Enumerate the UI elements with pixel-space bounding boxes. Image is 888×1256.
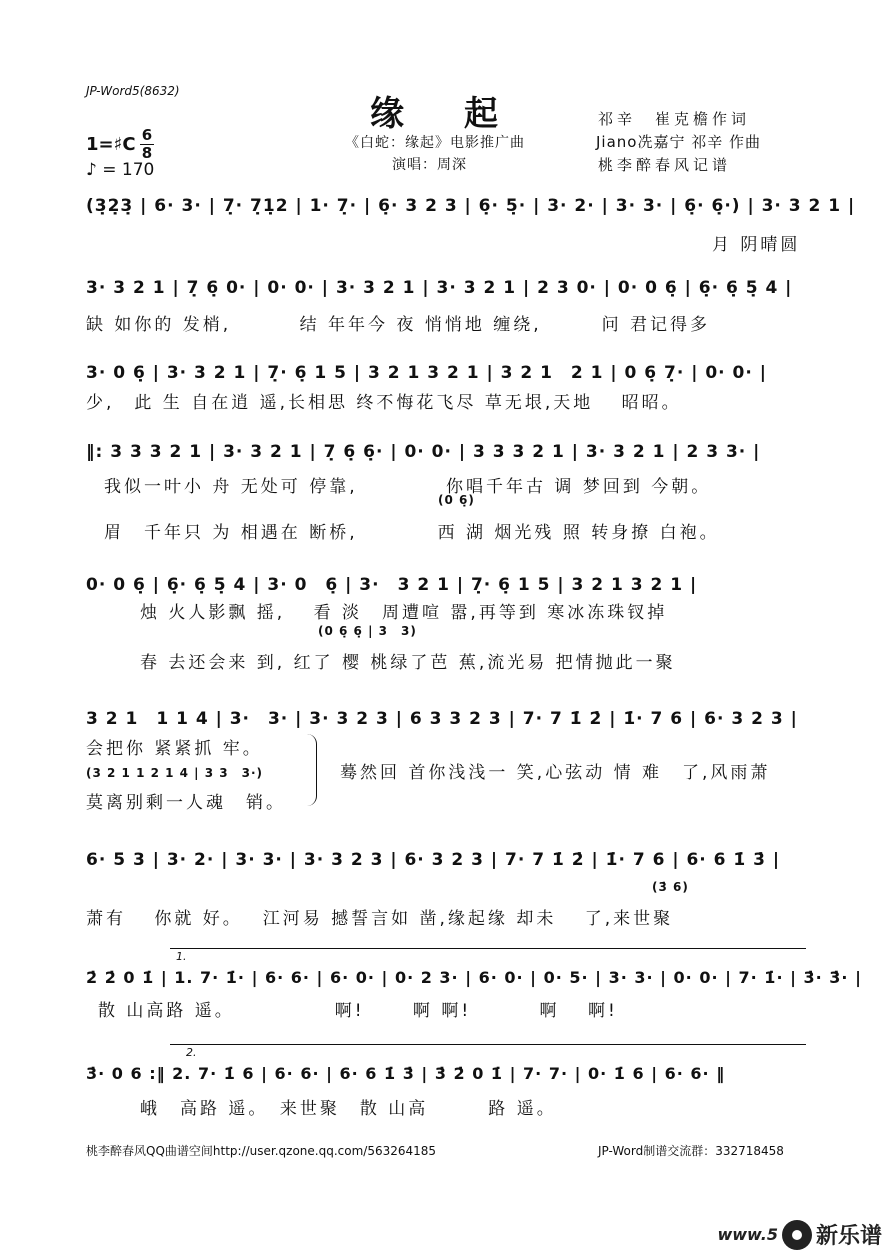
lyric-row-2: 缺 如你的 发梢, 结 年年今 夜 悄悄地 缠绕, 问 君记得多 <box>86 315 711 335</box>
software-tag: JP-Word5(8632) <box>86 84 180 98</box>
score-row-7: 6· 5 3 | 3· 2· | 3· 3· | 3· 3 2 3 | 6· 3 2 3 | 7· 7 1̇ 2̇ | 1̇· 7 6 | 6· 6 1̇ 3̇ | <box>86 850 781 870</box>
footer-right: JP-Word制谱交流群：332718458 <box>598 1144 784 1158</box>
key-signature: 1=♯C <box>86 134 136 155</box>
record-disc-icon <box>782 1220 812 1250</box>
lyric-row-4-verse-1: 我似一叶小 舟 无处可 停靠, 你唱千年古 调 梦回到 今朝。 <box>104 477 712 497</box>
lyric-row-7: 萧有 你就 好。 江河易 撼誓言如 凿,缘起缘 却未 了,来世聚 <box>86 909 674 929</box>
lyric-row-3: 少, 此 生 自在逍 遥,长相思 终不悔花飞尽 草无垠,天地 昭昭。 <box>86 393 682 413</box>
time-signature-bottom: 8 <box>141 144 153 162</box>
alt-notes-row-5: (0 6̣ 6̣ | 3 3) <box>318 624 417 638</box>
score-row-4: ‖: 3 3 3 2 1 | 3· 3 2 1 | 7̣ 6̣ 6̣· | 0· 0· | 3 3 3 2 1 | 3· 3 2 1 | 2 3 3· | <box>86 442 761 462</box>
lyric-row-6-shared: 蓦然回 首你浅浅一 笑,心弦动 情 难 了,风雨萧 <box>340 763 771 783</box>
lyric-row-8: 散 山高路 遥。 啊! 啊 啊! 啊 啊! <box>98 1001 618 1021</box>
alt-notes-row-7: (3̇ 6) <box>652 880 689 894</box>
lyric-row-9: 峨 高路 遥。 来世聚 散 山高 路 遥。 <box>140 1099 557 1119</box>
verse-brace <box>306 734 317 806</box>
tempo-marking <box>86 160 154 180</box>
lyric-row-5-verse-1: 烛 火人影飘 摇, 看 淡 周遭喧 嚣,再等到 寒冰冻珠钗掉 <box>140 603 668 623</box>
lyric-row-4-verse-2: 眉 千年只 为 相遇在 断桥, 西 湖 烟光残 照 转身撩 白袍。 <box>104 523 720 543</box>
score-row-6: 3 2 1 1 1 4 | 3· 3· | 3· 3 2 3 | 6 3 3 2 3 | 7· 7 1̇ 2̇ | 1̇· 7 6 | 6· 3 2 3 | <box>86 709 798 729</box>
time-signature-top: 6 <box>141 126 153 144</box>
singer: 演唱：周深 <box>392 157 467 173</box>
eighth-note-icon: ♪ <box>86 160 97 180</box>
composer: Jiano冼嘉宁 祁辛 作曲 <box>596 133 762 151</box>
alt-notes-row-6: (3 2 1 1 2 1 4 | 3 3 3·) <box>86 766 264 780</box>
lyric-row-6-verse-2: 莫离别剩一人魂 销。 <box>86 793 286 813</box>
score-row-8: 2̇ 2̇ 0 1̇ | 1. 7· 1̇· | 6· 6· | 6· 0· | 0· 2 3· | 6· 0· | 0· 5· | 3· 3· | 0· 0· | 7· 1̇· | 3̇· 3̇· | <box>86 968 862 987</box>
score-row-2: 3· 3 2 1 | 7̣ 6̣ 0· | 0· 0· | 3· 3 2 1 | 3· 3 2 1 | 2 3 0· | 0· 0 6̣ | 6̣· 6̣ 5̣ 4 | <box>86 278 793 298</box>
volta-2-label: 2. <box>186 1046 197 1059</box>
alt-notes-row-4: (0 6̣) <box>438 493 475 507</box>
score-row-9: 3̇· 0 6 :‖ 2. 7· 1̇ 6 | 6· 6· | 6· 6 1̇ 3̇ | 3̇ 2̇ 0 1̇ | 7· 7· | 0· 1̇ 6 | 6· 6· ‖ <box>86 1064 726 1083</box>
volta-2-bracket <box>170 1044 806 1045</box>
lyric-row-6-verse-1: 会把你 紧紧抓 牢。 <box>86 739 263 759</box>
time-signature <box>140 128 154 161</box>
logo-name: 新乐谱 <box>815 1224 882 1249</box>
site-logo <box>717 1219 882 1250</box>
score-row-1: (3̣2̣3̣ | 6· 3· | 7̣· 7̣1̣2 | 1· 7̣· | 6̣· 3 2 3 | 6̣· 5̣· | 3· 2· | 3· 3· | 6̣· 6̣·) | 3· 3 2 1 | <box>86 196 856 216</box>
page-title: 缘起 <box>370 94 558 134</box>
score-row-3: 3· 0 6̣ | 3· 3 2 1 | 7̣· 6̣ 1 5 | 3 2 1 3 2 1 | 3 2 1 2 1 | 0 6̣ 7̣· | 0· 0· | <box>86 363 767 383</box>
tempo-value: = 170 <box>102 160 155 180</box>
lyric-row-5-verse-2: 春 去还会来 到, 红了 樱 桃绿了芭 蕉,流光易 把情抛此一聚 <box>140 653 676 673</box>
transcriber: 桃李醉春风记谱 <box>598 156 732 174</box>
footer-left: 桃李醉春风QQ曲谱空间http://user.qzone.qq.com/563264185 <box>86 1144 437 1158</box>
score-row-5: 0· 0 6̣ | 6̣· 6̣ 5̣ 4 | 3· 0 6̣ | 3· 3 2 1 | 7̣· 6̣ 1 5 | 3 2 1 3 2 1 | <box>86 575 698 595</box>
subtitle: 《白蛇：缘起》电影推广曲 <box>345 135 525 151</box>
logo-url: www.5 <box>717 1225 778 1244</box>
lyric-row-1: 月 阴晴圆 <box>712 235 801 255</box>
volta-1-bracket <box>170 948 806 949</box>
lyricist: 祁辛 崔克檐作词 <box>598 110 751 128</box>
volta-1-label: 1. <box>176 950 187 963</box>
